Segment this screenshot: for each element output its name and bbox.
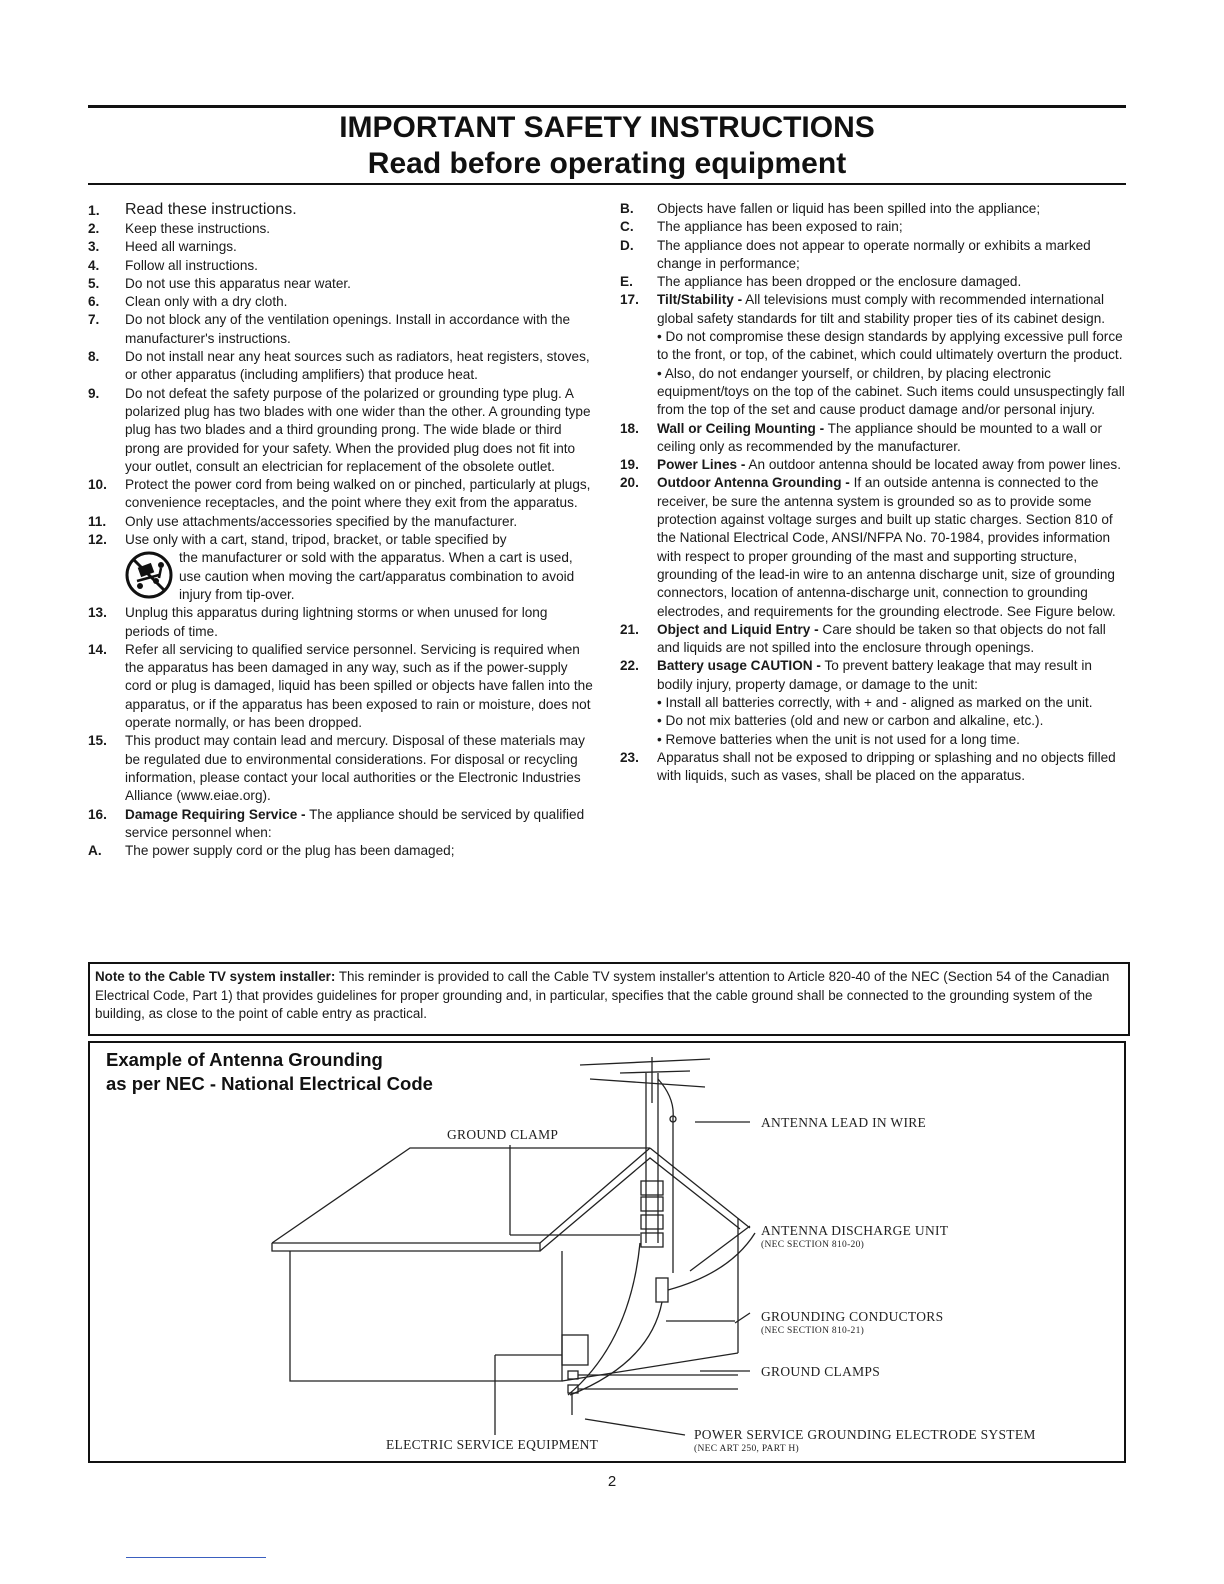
item-number: D. <box>620 237 634 253</box>
list-item <box>620 200 1126 218</box>
list-item <box>88 531 594 604</box>
item-text: To prevent battery leakage that may result in bodily injury, property damage, or damage to the unit: <box>657 658 1092 692</box>
list-item <box>88 842 594 860</box>
item-text: The power supply cord or the plug has been damaged; <box>125 843 455 859</box>
list-item <box>620 218 1126 236</box>
item-number: E. <box>620 274 633 290</box>
item-text: the manufacturer or sold with the apparatus. When a cart is used, use caution when moving the cart/apparatus combination to avoid injury from tip-over. <box>179 550 575 602</box>
bullet-item: • Also, do not endanger yourself, or children, by placing electronic equipment/toys on the top of the cabinet. Such items could unsuspectingly fall from the top of the set and cause product damage and/or personal injury. <box>657 365 1125 418</box>
list-item <box>88 476 594 513</box>
page-subtitle: Read before operating equipment <box>367 147 847 180</box>
item-text: Apparatus shall not be exposed to dripping or splashing and no objects filled with liquids, such as vases, shall be placed on the apparatus. <box>657 749 1116 784</box>
discharge-unit-section: (NEC SECTION 810-20) <box>761 1240 865 1250</box>
list-item <box>88 293 594 311</box>
title-rule <box>88 183 1126 185</box>
instructions-left-column <box>88 200 594 860</box>
cart-tipover-warning-icon <box>125 551 173 599</box>
item-heading: Tilt/Stability - <box>657 292 743 308</box>
bullet-item: • Do not mix batteries (old and new or carbon and alkaline, etc.). <box>657 713 1044 729</box>
scan-artifact-line <box>126 1557 266 1558</box>
power-service-section: (NEC ART 250, PART H) <box>694 1444 800 1454</box>
note-text: This reminder is provided to call the Cable TV system installer's attention to Article 820-40 of the NEC (Section 54 of the Canadian Electrical Code, Part 1) that provides guidelines for proper grounding and, in particular, specifies that the cable ground shall be connected to the grounding system of the building, as close to the point of cable entry as practical. <box>95 969 1110 1022</box>
top-rule <box>88 105 1126 108</box>
list-item <box>88 200 594 220</box>
item-number: 11. <box>88 513 107 529</box>
item-text: The appliance should be serviced by qualified service personnel when: <box>125 806 585 840</box>
item-heading: Power Lines - <box>657 457 746 473</box>
item-number: 13. <box>88 605 107 621</box>
item-text: The appliance does not appear to operate normally or exhibits a marked change in performance; <box>657 237 1091 271</box>
item-text: Do not defeat the safety purpose of the polarized or grounding type plug. A polarized plug has two blades with one wider than the other. A grounding type plug has two blades and a third grounding prong. The wide blade or third prong are provided for your safety. When the provided plug does not fit into your outlet, consult an electrician for replacement of the obsolete outlet. <box>125 385 591 474</box>
item-number: 12. <box>88 532 107 548</box>
item-text: Do not use this apparatus near water. <box>125 275 351 291</box>
grounding-conductors-label: GROUNDING CONDUCTORS <box>761 1309 944 1324</box>
list-item <box>620 474 1126 620</box>
item-number: 3. <box>88 239 100 255</box>
item-number: 23. <box>620 749 639 765</box>
item-number: 6. <box>88 294 100 310</box>
item-text: The appliance has been dropped or the enclosure damaged. <box>657 274 1022 290</box>
item-number: 9. <box>88 385 100 401</box>
bullet-item: • Remove batteries when the unit is not used for a long time. <box>657 731 1020 747</box>
list-item <box>88 641 594 732</box>
house-antenna-illustration <box>90 1043 1124 1461</box>
list-item <box>620 621 1126 658</box>
note-heading: Note to the Cable TV system installer: <box>95 969 336 984</box>
item-text: Objects have fallen or liquid has been spilled into the appliance; <box>657 201 1041 216</box>
electric-service-label: ELECTRIC SERVICE EQUIPMENT <box>386 1437 599 1452</box>
item-number: 5. <box>88 275 100 291</box>
list-item <box>620 749 1126 786</box>
ground-clamp-label: GROUND CLAMP <box>447 1127 559 1142</box>
power-service-label: POWER SERVICE GROUNDING ELECTRODE SYSTEM <box>694 1427 1036 1442</box>
item-text: Follow all instructions. <box>125 257 258 273</box>
item-text: The appliance should be mounted to a wall or ceiling only as recommended by the manufacturer. <box>657 420 1102 454</box>
item-number: 17. <box>620 292 639 308</box>
item-text: Refer all servicing to qualified service personnel. Servicing is required when the apparatus has been damaged in any way, such as if the power-supply cord or plug is damaged, liquid has been spilled or objects have fallen into the apparatus, or if the apparatus has been exposed to rain or moisture, does not operate normally, or has been dropped. <box>125 641 593 731</box>
page-number: 2 <box>607 1473 617 1490</box>
item-number: 14. <box>88 641 107 657</box>
diagram-title: Example of Antenna Grounding <box>106 1049 383 1070</box>
item-number: 15. <box>88 733 107 749</box>
item-text: If an outside antenna is connected to the receiver, be sure the antenna system is grounded so as to provide some protection against voltage surges and built up static charges. Section 810 of the National Electrical Code, ANSI/NFPA No. 70-1984, provides information with respect to proper grounding of the mast and supporting structure, grounding of the lead-in wire to an antenna discharge unit, size of grounding connectors, location of antenna-discharge unit, connection to grounding electrodes, and requirements for the grounding electrode. See Figure below. <box>657 475 1116 619</box>
item-number: 20. <box>620 475 639 491</box>
item-number: 16. <box>88 806 107 822</box>
item-text: Care should be taken so that objects do not fall and liquids are not spilled into the enclosure through openings. <box>657 621 1106 656</box>
item-text: Unplug this apparatus during lightning storms or when unused for long periods of time. <box>125 605 548 639</box>
item-text: The appliance has been exposed to rain; <box>657 219 903 235</box>
item-number: 4. <box>88 257 100 273</box>
item-text: Only use attachments/accessories specified by the manufacturer. <box>125 513 518 529</box>
item-number: 18. <box>620 420 639 436</box>
item-text: Do not block any of the ventilation openings. Install in accordance with the manufacturer's instructions. <box>125 312 571 346</box>
list-item <box>88 275 594 293</box>
instructions-right-column <box>620 200 1126 786</box>
cable-installer-note <box>88 962 1130 1036</box>
ground-clamps-label: GROUND CLAMPS <box>761 1364 881 1379</box>
list-item <box>88 732 594 805</box>
item-number: 1. <box>88 202 100 218</box>
item-text: Keep these instructions. <box>125 221 271 236</box>
item-text: Protect the power cord from being walked on or pinched, particularly at plugs, convenience receptacles, and the point where they exit from the apparatus. <box>125 477 591 511</box>
item-number: B. <box>620 201 634 216</box>
item-heading: Outdoor Antenna Grounding - <box>657 475 850 491</box>
list-item <box>88 348 594 385</box>
item-heading: Damage Requiring Service - <box>125 806 306 822</box>
item-text: Use only with a cart, stand, tripod, bracket, or table specified by <box>125 532 507 548</box>
list-item <box>620 291 1126 419</box>
list-item <box>620 237 1126 274</box>
page-title: IMPORTANT SAFETY INSTRUCTIONS <box>339 111 875 144</box>
item-text: Do not install near any heat sources such as radiators, heat registers, stoves, or other apparatus (including amplifiers) that produce heat. <box>125 349 590 383</box>
antenna-lead-label: ANTENNA LEAD IN WIRE <box>761 1115 927 1130</box>
list-item <box>620 420 1126 457</box>
list-item <box>88 513 594 531</box>
item-text: This product may contain lead and mercury. Disposal of these materials may be regulated due to environmental considerations. For disposal or recycling information, please contact your local authorities or the Electronic Industries Alliance (www.eiae.org). <box>125 733 585 804</box>
list-item <box>88 604 594 641</box>
item-number: 21. <box>620 621 639 637</box>
antenna-grounding-diagram <box>88 1041 1126 1463</box>
item-number: 10. <box>88 477 107 493</box>
item-heading: Battery usage CAUTION - <box>657 658 821 674</box>
item-text: An outdoor antenna should be located away from power lines. <box>748 457 1121 473</box>
list-item <box>620 456 1126 474</box>
item-text: Read these instructions. <box>125 201 297 218</box>
item-text: Clean only with a dry cloth. <box>125 294 288 310</box>
item-number: 22. <box>620 658 639 674</box>
discharge-unit-label: ANTENNA DISCHARGE UNIT <box>761 1223 949 1238</box>
bullet-item: • Do not compromise these design standards by applying excessive pull force to the front, or top, of the cabinet, which could ultimately overturn the product. <box>657 329 1123 363</box>
cart-warning <box>125 549 594 604</box>
item-text: All televisions must comply with recommended international global safety standards for tilt and stability proper ties of its cabinet design. <box>657 292 1106 326</box>
item-number: 2. <box>88 221 100 236</box>
list-item <box>620 273 1126 291</box>
item-number: C. <box>620 219 634 235</box>
item-text: Heed all warnings. <box>125 239 237 255</box>
item-number: 7. <box>88 312 100 328</box>
list-item <box>88 311 594 348</box>
list-item <box>620 657 1126 748</box>
list-item <box>88 806 594 843</box>
bullet-item: • Install all batteries correctly, with + and - aligned as marked on the unit. <box>657 695 1093 711</box>
item-heading: Object and Liquid Entry - <box>657 621 819 637</box>
item-number: 19. <box>620 457 639 473</box>
list-item <box>88 257 594 275</box>
list-item <box>88 238 594 256</box>
item-number: A. <box>88 843 102 859</box>
diagram-subtitle: as per NEC - National Electrical Code <box>106 1073 433 1094</box>
list-item <box>88 220 594 238</box>
item-heading: Wall or Ceiling Mounting - <box>657 420 825 436</box>
grounding-conductors-section: (NEC SECTION 810-21) <box>761 1326 865 1336</box>
list-item <box>88 385 594 476</box>
item-number: 8. <box>88 349 100 365</box>
